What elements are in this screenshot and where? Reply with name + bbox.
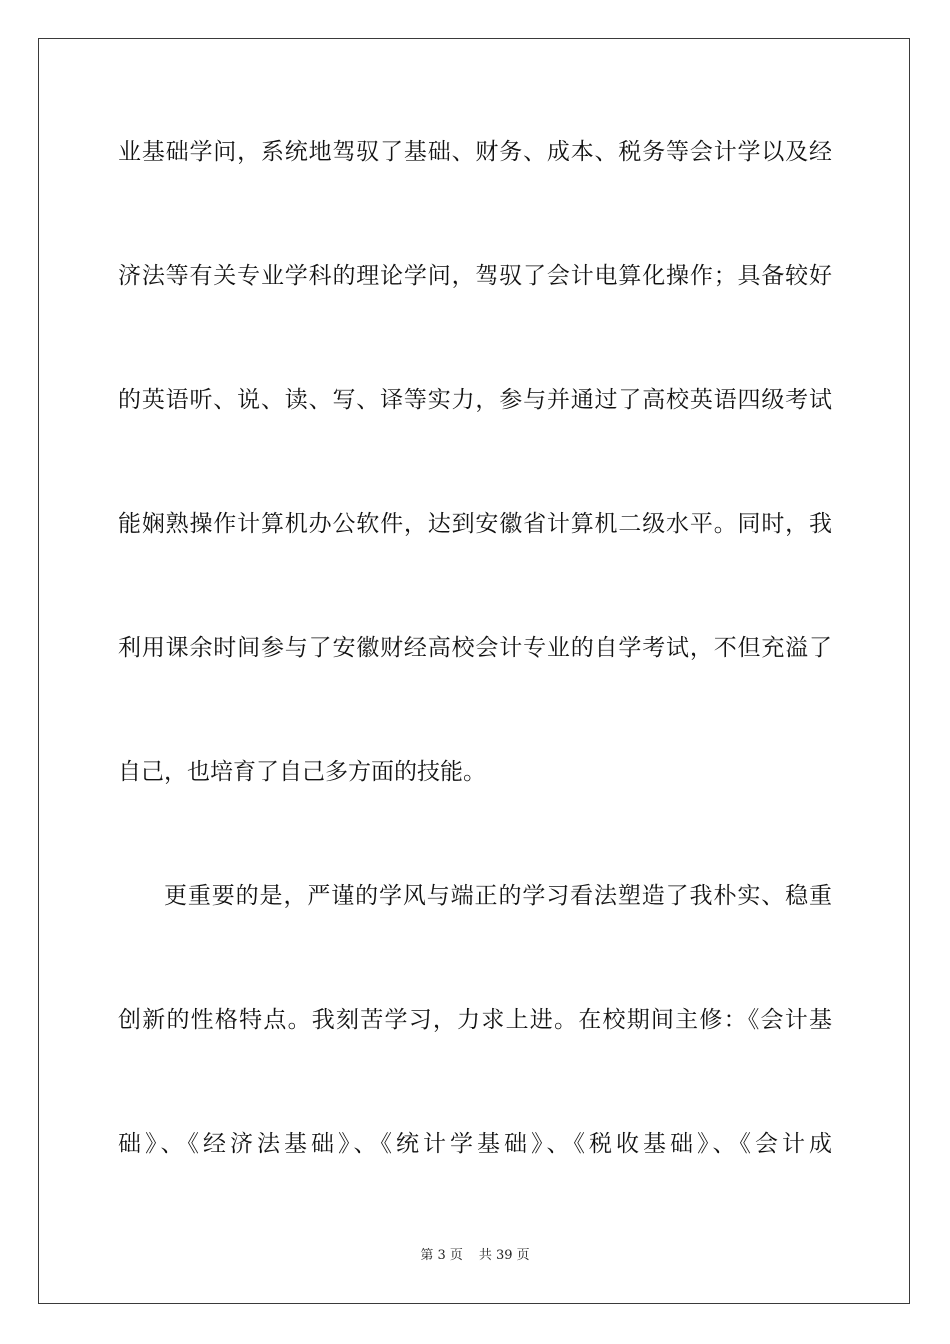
text-line-2: 济法等有关专业学科的理论学问，驾驭了会计电算化操作；具备较好 <box>118 263 832 289</box>
page-number: 第 3 页 <box>420 1248 463 1263</box>
page-footer <box>0 1247 950 1265</box>
text-line-1: 业基础学问，系统地驾驭了基础、财务、成本、税务等会计学以及经 <box>118 139 832 165</box>
text-line-5: 利用课余时间参与了安徽财经高校会计专业的自学考试，不但充溢了 <box>118 635 832 661</box>
text-line-6: 自己，也培育了自己多方面的技能。 <box>118 759 486 785</box>
page-border <box>38 38 910 1304</box>
text-line-8: 创新的性格特点。我刻苦学习，力求上进。在校期间主修：《会计基 <box>118 1007 832 1033</box>
paragraph-start-line: 更重要的是，严谨的学风与端正的学习看法塑造了我朴实、稳重 <box>164 883 832 909</box>
text-line-3: 的英语听、说、读、写、译等实力，参与并通过了高校英语四级考试 <box>118 387 832 413</box>
text-line-4: 能娴熟操作计算机办公软件，达到安徽省计算机二级水平。同时，我 <box>118 511 832 537</box>
text-line-9: 础》、《经济法基础》、《统计学基础》、《税收基础》、《会计成 <box>118 1131 832 1157</box>
page-total: 共 39 页 <box>478 1248 530 1263</box>
